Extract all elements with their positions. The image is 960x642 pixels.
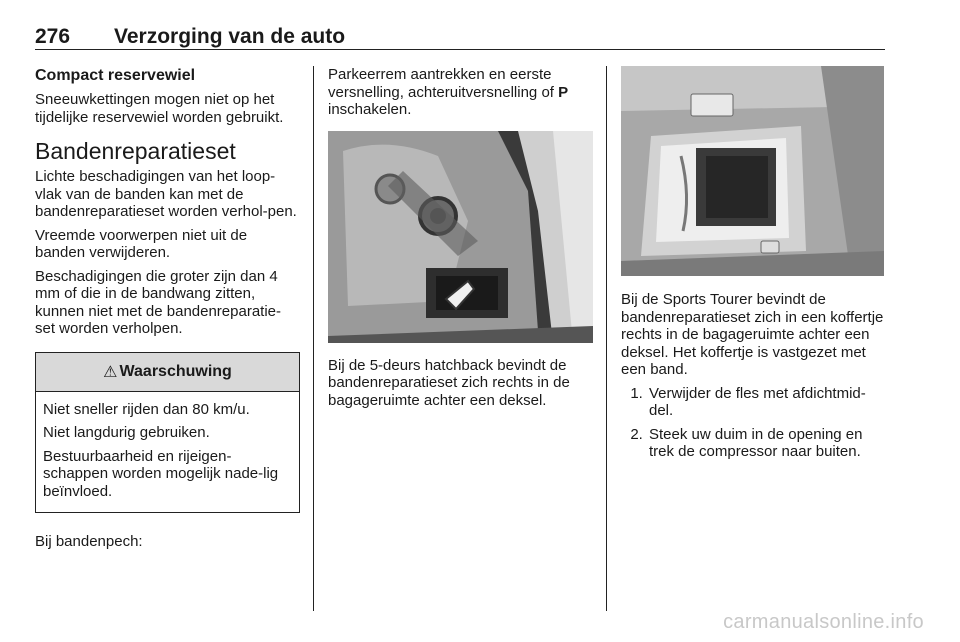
column-divider xyxy=(313,66,314,611)
heading-repair-kit: Bandenreparatieset xyxy=(35,138,236,164)
page-header xyxy=(35,25,885,50)
column-middle xyxy=(328,66,593,415)
warning-body xyxy=(36,392,299,513)
paragraph-repair-2: Vreemde voorwerpen niet uit de banden verwijderen. xyxy=(35,226,248,261)
list-item: 1. Verwijder de fles met afdichtmid-del. xyxy=(647,385,886,420)
column-left xyxy=(35,66,300,557)
steps-list xyxy=(621,385,886,461)
gear-p-label: P xyxy=(558,83,569,101)
paragraph-flat-tyre: Bij bandenpech: xyxy=(35,533,143,550)
chapter-title: Verzorging van de auto xyxy=(114,25,346,48)
hatchback-kit-photo xyxy=(328,131,593,343)
warning-triangle-icon: ⚠ xyxy=(103,363,118,381)
heading-compact-spare: Compact reservewiel xyxy=(35,67,196,84)
watermark: carmanualsonline.info xyxy=(723,611,924,633)
paragraph-repair-3: Beschadigingen die groter zijn dan 4 mm of die in de bandwang zitten, kunnen niet met de bandenreparatie-set worden verholpen. xyxy=(35,267,282,337)
column-right xyxy=(621,66,886,467)
paragraph-compact-spare: Sneeuwkettingen mogen niet op het tijdelijke reservewiel worden gebruikt. xyxy=(35,91,284,126)
column-divider xyxy=(606,66,607,611)
warning-line: Bestuurbaarheid en rijeigen-schappen worden mogelijk nade-lig beïnvloed. xyxy=(43,447,279,500)
parking-brake-text-end: inschakelen. xyxy=(328,101,412,118)
warning-box xyxy=(35,352,300,514)
warning-header xyxy=(36,353,299,392)
warning-title: Waarschuwing xyxy=(119,362,232,380)
paragraph-parking-brake xyxy=(328,66,593,119)
paragraph-repair-1: Lichte beschadigingen van het loop-vlak van de banden kan met de bandenreparatieset worden verhol-pen. xyxy=(35,168,297,220)
warning-line: Niet sneller rijden dan 80 km/u. xyxy=(43,400,250,418)
parking-brake-text: Parkeerrem aantrekken en eerste versnelling, achteruitversnelling of xyxy=(328,66,559,101)
paragraph-sports-tourer: Bij de Sports Tourer bevindt de bandenreparatieset zich in een koffertje rechts in de bagageruimte achter een deksel. Het koffertje is vastgezet met een band. xyxy=(621,291,884,378)
sports-tourer-kit-photo xyxy=(621,66,884,276)
list-item: 2. Steek uw duim in de opening en trek de compressor naar buiten. xyxy=(647,426,886,461)
page-number: 276 xyxy=(35,25,71,48)
warning-line: Niet langdurig gebruiken. xyxy=(43,424,210,441)
paragraph-hatchback: Bij de 5-deurs hatchback bevindt de bandenreparatieset zich rechts in de bagageruimte achter een deksel. xyxy=(328,356,570,409)
